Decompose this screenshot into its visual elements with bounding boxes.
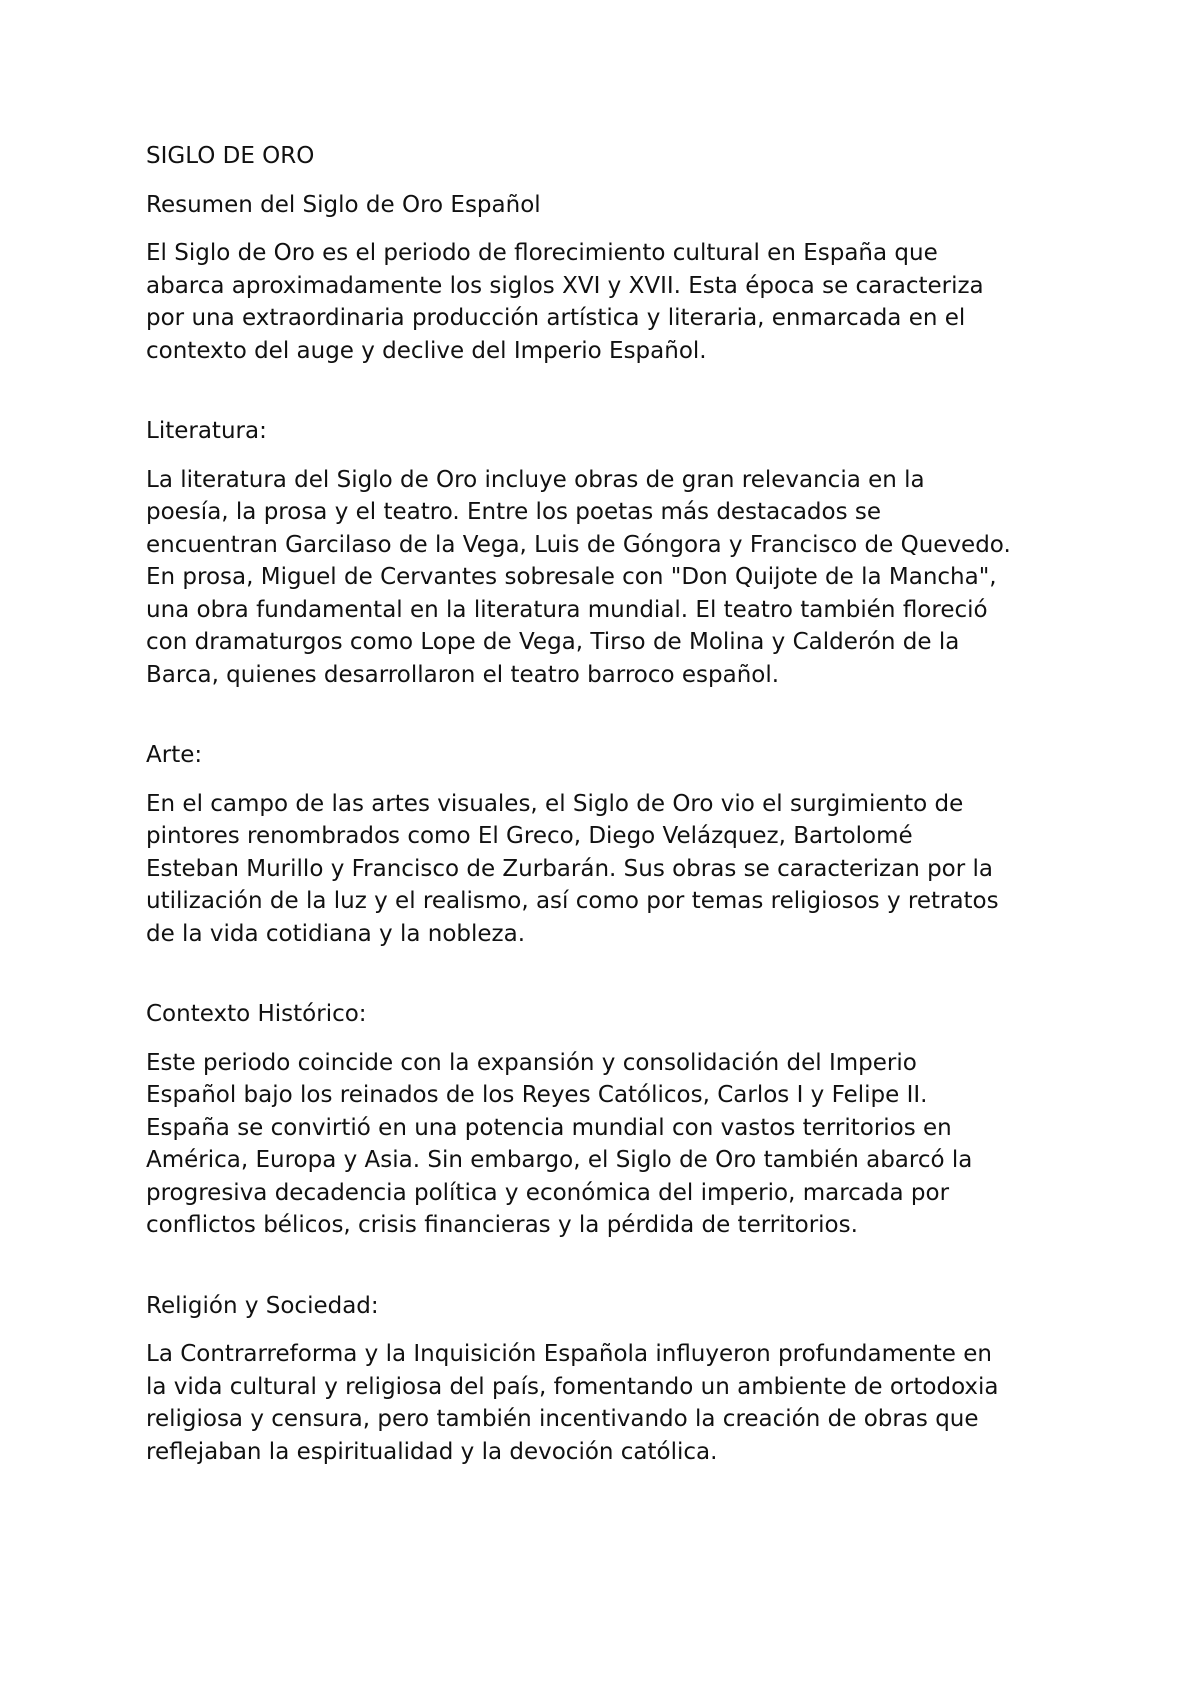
- section-heading-religion-sociedad: Religión y Sociedad:: [146, 1292, 379, 1319]
- section-paragraph-contexto-historico: [146, 1047, 1086, 1242]
- paragraph-line: En el campo de las artes visuales, el Siglo de Oro vio el surgimiento de: [146, 790, 964, 817]
- spacer: [146, 1242, 1086, 1290]
- paragraph-line: contexto del auge y declive del Imperio Español.: [146, 337, 707, 364]
- document-title: SIGLO DE ORO: [146, 143, 315, 169]
- spacer: [146, 950, 1086, 998]
- paragraph-line: El Siglo de Oro es el periodo de florecimiento cultural en España que: [146, 240, 938, 266]
- paragraph-line: de la vida cotidiana y la nobleza.: [146, 920, 526, 947]
- spacer: [146, 367, 1086, 415]
- paragraph-line: Este periodo coincide con la expansión y consolidación del Imperio: [146, 1049, 917, 1076]
- paragraph-line: La Contrarreforma y la Inquisición Española influyeron profundamente en: [146, 1341, 992, 1367]
- section-heading-literatura: Literatura:: [146, 418, 267, 444]
- paragraph-line: La literatura del Siglo de Oro incluye obras de gran relevancia en la: [146, 466, 925, 493]
- document-page: [146, 140, 1086, 1468]
- paragraph-line: la vida cultural y religiosa del país, fomentando un ambiente de ortodoxia: [146, 1373, 999, 1400]
- paragraph-line: abarca aproximadamente los siglos XVI y XVII. Esta época se caracteriza: [146, 272, 984, 299]
- paragraph-line: una obra fundamental en la literatura mundial. El teatro también floreció: [146, 596, 988, 623]
- section-paragraph-arte: [146, 788, 1086, 951]
- spacer: [146, 691, 1086, 739]
- paragraph-line: Español bajo los reinados de los Reyes Católicos, Carlos I y Felipe II.: [146, 1082, 928, 1108]
- paragraph-line: poesía, la prosa y el teatro. Entre los poetas más destacados se: [146, 499, 882, 525]
- paragraph-line: progresiva decadencia política y económica del imperio, marcada por: [146, 1179, 950, 1206]
- paragraph-line: Barca, quienes desarrollaron el teatro barroco español.: [146, 661, 780, 688]
- paragraph-line: por una extraordinaria producción artística y literaria, enmarcada en el: [146, 305, 966, 331]
- intro-paragraph: [146, 237, 1086, 367]
- paragraph-line: con dramaturgos como Lope de Vega, Tirso de Molina y Calderón de la: [146, 629, 960, 655]
- section-paragraph-religion-sociedad: [146, 1338, 1086, 1468]
- paragraph-line: América, Europa y Asia. Sin embargo, el Siglo de Oro también abarcó la: [146, 1147, 973, 1173]
- paragraph-line: religiosa y censura, pero también incentivando la creación de obras que: [146, 1406, 979, 1432]
- paragraph-line: utilización de la luz y el realismo, así como por temas religiosos y retratos: [146, 888, 999, 914]
- paragraph-line: conflictos bélicos, crisis financieras y la pérdida de territorios.: [146, 1212, 858, 1238]
- section-paragraph-literatura: [146, 464, 1086, 692]
- paragraph-line: Esteban Murillo y Francisco de Zurbarán. Sus obras se caracterizan por la: [146, 855, 994, 882]
- section-heading-contexto-historico: Contexto Histórico:: [146, 1001, 367, 1027]
- paragraph-line: pintores renombrados como El Greco, Diego Velázquez, Bartolomé: [146, 823, 913, 849]
- document-subtitle: Resumen del Siglo de Oro Español: [146, 191, 541, 218]
- paragraph-line: En prosa, Miguel de Cervantes sobresale con "Don Quijote de la Mancha",: [146, 564, 997, 590]
- section-heading-arte: Arte:: [146, 742, 203, 768]
- paragraph-line: reflejaban la espiritualidad y la devoción católica.: [146, 1438, 718, 1465]
- paragraph-line: España se convirtió en una potencia mundial con vastos territorios en: [146, 1114, 952, 1141]
- paragraph-line: encuentran Garcilaso de la Vega, Luis de Góngora y Francisco de Quevedo.: [146, 531, 1011, 558]
